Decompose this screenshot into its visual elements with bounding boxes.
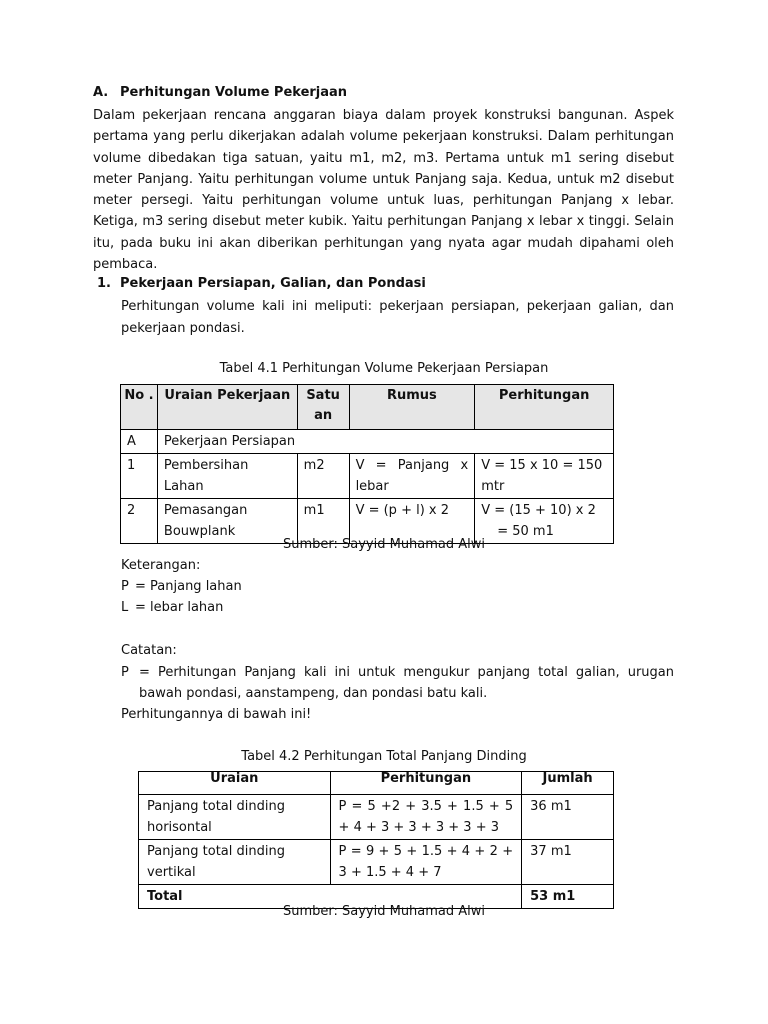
table1-caption: Tabel 4.1 Perhitungan Volume Pekerjaan Persiapan [219, 361, 549, 376]
table-volume-persiapan [120, 384, 614, 544]
cell-perhitungan: P = 9 + 5 + 1.5 + 4 + 2 + 3 + 1.5 + 4 + 7 [330, 840, 522, 885]
catatan-after: Perhitungannya di bawah ini! [121, 707, 312, 722]
subsection-paragraph: Perhitungan volume kali ini meliputi: pekerjaan persiapan, pekerjaan galian, dan pekerjaan pondasi. [121, 299, 674, 336]
header-uraian: Uraian [139, 772, 331, 795]
group-label: Pekerjaan Persiapan [157, 430, 613, 454]
catatan-key: P [121, 665, 129, 680]
table-total-panjang-dinding [138, 771, 614, 909]
table-group-row [121, 430, 614, 454]
section-heading [93, 85, 347, 100]
section-title: Perhitungan Volume Pekerjaan [120, 85, 348, 100]
header-perhitungan: Perhitungan [330, 772, 522, 795]
table-header-row [139, 772, 614, 795]
subsection-title: Pekerjaan Persiapan, Galian, dan Pondasi [120, 276, 426, 291]
cell-no: 1 [121, 454, 158, 499]
cell-perhitungan: P = 5 +2 + 3.5 + 1.5 + 5 + 4 + 3 + 3 + 3 + 3 + 3 [330, 795, 522, 840]
section-number: A. [93, 85, 109, 100]
cell-perhitungan-line2: = 50 m1 [497, 524, 554, 539]
cell-jumlah: 36 m1 [522, 795, 614, 840]
cell-perhitungan-line1: V = (15 + 10) x 2 [481, 503, 596, 518]
cell-perhitungan: V = 15 x 10 = 150 mtr [475, 454, 614, 499]
catatan-note [121, 662, 674, 704]
header-perhitungan: Perhitungan [475, 385, 614, 430]
header-jumlah: Jumlah [522, 772, 614, 795]
subsection-heading [97, 276, 426, 291]
table-row [139, 795, 614, 840]
table-header-row [121, 385, 614, 430]
intro-paragraph: Dalam pekerjaan rencana anggaran biaya dalam proyek konstruksi bangunan. Aspek pertama yang perlu dikerjakan adalah volume pekerjaan konstruksi. Dalam perhitungan volume dibedakan tiga satuan, yaitu m1, m2, m3. Pertama untuk m1 sering disebut meter Panjang. Yaitu perhitungan volume untuk Panjang saja. Kedua, untuk m2 disebut meter persegi. Yaitu perhitungan volume untuk luas, perhitungan Panjang x lebar. Ketiga, m3 sering disebut meter kubik. Yaitu perhitungan Panjang x lebar x tinggi. Selain itu, pada buku ini akan diberikan perhitungan yang nyata agar mudah dipahami oleh pembaca. [93, 108, 674, 273]
catatan-label: Catatan: [121, 643, 177, 658]
cell-jumlah: 37 m1 [522, 840, 614, 885]
table-row [139, 840, 614, 885]
cell-rumus: V = Panjang x lebar [349, 454, 475, 499]
cell-uraian: Panjang total dinding vertikal [139, 840, 331, 885]
table2-source: Sumber: Sayyid Muhamad Alwi [282, 904, 486, 919]
table1-source: Sumber: Sayyid Muhamad Alwi [282, 537, 486, 552]
total-value: 53 m1 [522, 885, 614, 909]
keterangan-key: L [121, 600, 129, 615]
header-rumus: Rumus [349, 385, 475, 430]
cell-rumus: V = (p + l) x 2 [349, 499, 475, 544]
keterangan-text: = lebar lahan [135, 600, 224, 615]
total-label: Total [139, 885, 522, 909]
catatan-text: = Perhitungan Panjang kali ini untuk mengukur panjang total galian, urugan bawah pondasi, aanstampeng, dan pondasi batu kali. [139, 665, 674, 701]
keterangan-key: P [121, 579, 129, 594]
table2-caption: Tabel 4.2 Perhitungan Total Panjang Dinding [241, 749, 527, 764]
header-no: No . [121, 385, 158, 430]
cell-satuan: m1 [297, 499, 349, 544]
cell-satuan: m2 [297, 454, 349, 499]
cell-uraian: Panjang total dinding horisontal [139, 795, 331, 840]
table-row [121, 454, 614, 499]
keterangan-item [121, 600, 223, 615]
subsection-number: 1. [97, 276, 111, 291]
cell-uraian: Pemasangan Bouwplank [157, 499, 297, 544]
group-no: A [121, 430, 158, 454]
cell-no: 2 [121, 499, 158, 544]
header-uraian: Uraian Pekerjaan [157, 385, 297, 430]
keterangan-label: Keterangan: [121, 558, 201, 573]
header-satuan: Satu an [297, 385, 349, 430]
cell-uraian: Pembersihan Lahan [157, 454, 297, 499]
keterangan-text: = Panjang lahan [135, 579, 242, 594]
keterangan-item [121, 579, 242, 594]
